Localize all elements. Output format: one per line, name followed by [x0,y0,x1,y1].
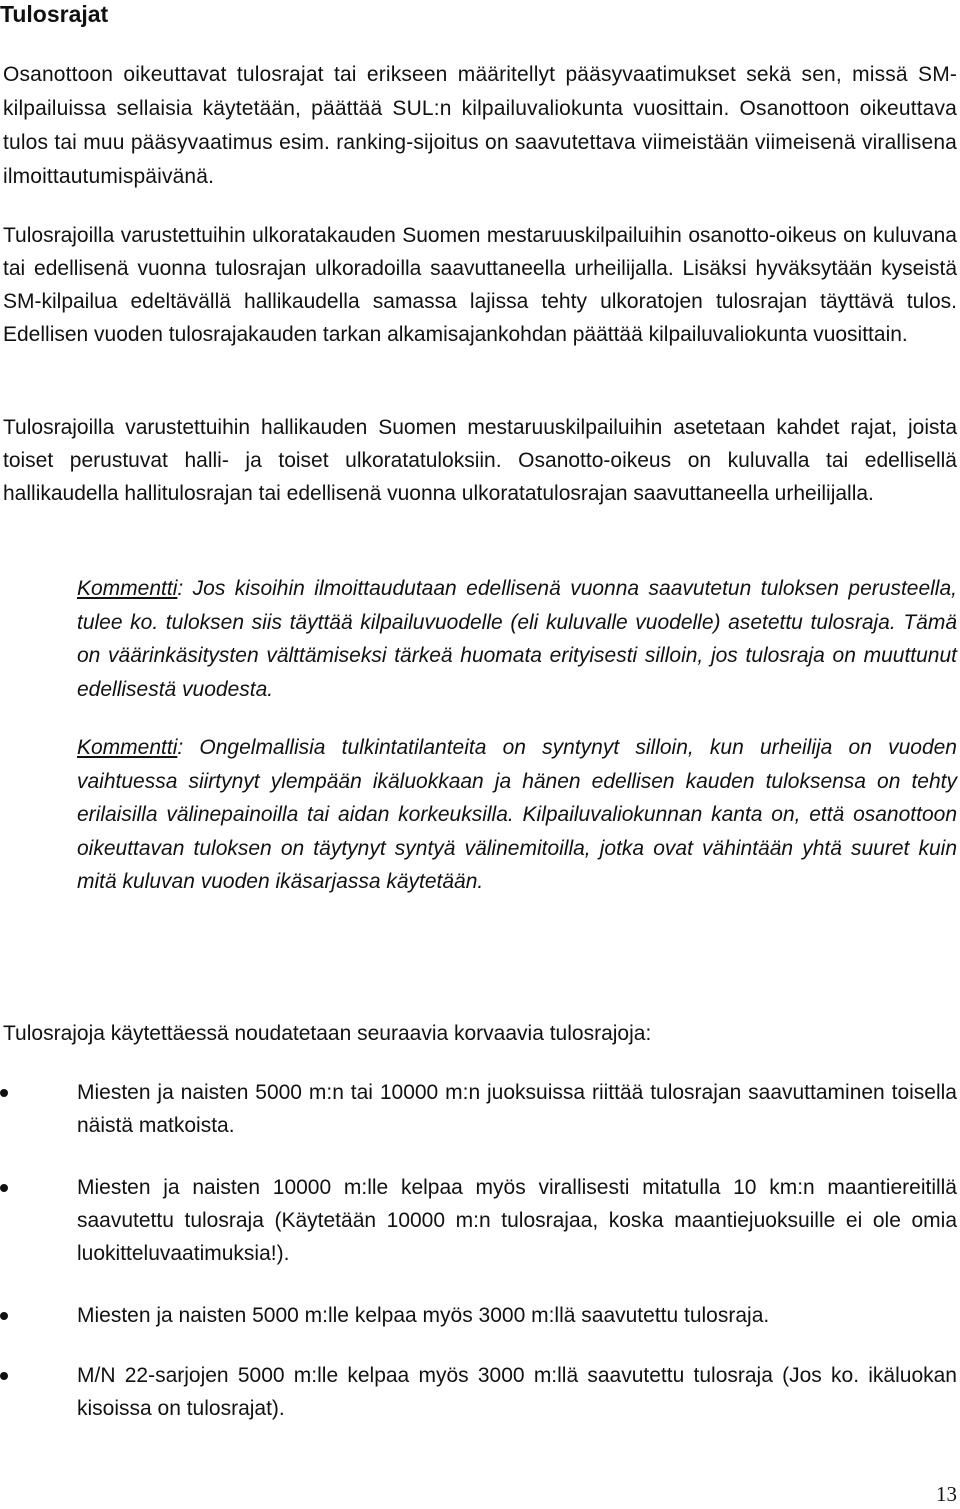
comment-label: Kommentti [77,736,178,759]
list-item-text: M/N 22-sarjojen 5000 m:lle kelpaa myös 3000 m:llä saavutettu tulosraja (Jos ko. ikäluokan kisoissa on tulosrajat). [77,1364,957,1420]
bullet-icon [0,1184,8,1192]
bullet-icon [0,1089,8,1097]
list-item-text: Miesten ja naisten 5000 m:n tai 10000 m:n juoksuissa riittää tulosrajan saavuttaminen toisella näistä matkoista. [77,1081,957,1137]
page-number: 13 [936,1482,957,1506]
comment-block [77,731,957,899]
comment-label: Kommentti [77,577,178,600]
bullet-icon [0,1372,8,1380]
list-item-text: Miesten ja naisten 10000 m:lle kelpaa myös virallisesti mitatulla 10 km:n maantiereitillä saavutettu tulosraja (Käytetään 10000 m:n tulosrajaa, koska maantiejuoksuille ei ole omia luokitteluvaatimuksia!). [77,1176,957,1265]
list-item-text: Miesten ja naisten 5000 m:lle kelpaa myös 3000 m:llä saavutettu tulosraja. [77,1304,770,1327]
list-intro: Tulosrajoja käytettäessä noudatetaan seuraavia korvaavia tulosrajoja: [3,1022,652,1045]
comment-text: : Ongelmallisia tulkintatilanteita on syntynyt silloin, kun urheilija on vuoden vaihtuessa siirtynyt ylempään ikäluokkaan ja hänen edellisen kauden tuloksensa on tehty erilaisilla välinepainoilla tai aidan korkeuksilla. Kilpailuvaliokunnan kanta on, että osanottoon oikeuttavan tuloksen on täytynyt syntyä välinemitoilla, jotka ovat vähintään yhtä suuret kuin mitä kuluvan vuoden ikäsarjassa käytetään. [77,736,957,893]
page-title: Tulosrajat [0,1,109,27]
paragraph-intro: Osanottoon oikeuttavat tulosrajat tai erikseen määritellyt pääsyvaatimukset sekä sen, missä SM-kilpailuissa sellaisia käytetään, päättää SUL:n kilpailuvaliokunta vuosittain. Osanottoon oikeuttava tulos tai muu pääsyvaatimus esim. ranking-sijoitus on saavutettava viimeistään viimeisenä virallisena ilmoittautumispäivänä. [3,63,957,188]
comment-text: : Jos kisoihin ilmoittaudutaan edellisenä vuonna saavutetun tuloksen perusteella, tulee ko. tuloksen siis täyttää kilpailuvuodelle (eli kuluvalle vuodelle) asetettu tulosraja. Tämä on väärinkäsitysten välttämiseksi tärkeä huomata erityisesti silloin, jos tulosraja on muuttunut edellisestä vuodesta. [77,577,957,701]
bullet-icon [0,1312,8,1320]
comment-block [77,572,957,706]
paragraph-indoor-season: Tulosrajoilla varustettuihin hallikauden Suomen mestaruuskilpailuihin asetetaan kahdet rajat, joista toiset perustuvat halli- ja toiset ulkoratatuloksiin. Osanotto-oikeus on kuluvalla tai edellisellä hallikaudella hallitulosrajan tai edellisenä vuonna ulkoratatulosrajan saavuttaneella urheilijalla. [3,416,957,505]
paragraph-outdoor-season: Tulosrajoilla varustettuihin ulkoratakauden Suomen mestaruuskilpailuihin osanotto-oikeus on kuluvana tai edellisenä vuonna tulosrajan ulkoradoilla saavuttaneella urheilijalla. Lisäksi hyväksytään kyseistä SM-kilpailua edeltävällä hallikaudella samassa lajissa tehty ulkoratojen tulosrajan täyttävä tulos. Edellisen vuoden tulosrajakauden tarkan alkamisajankohdan päättää kilpailuvaliokunta vuosittain. [3,224,957,346]
